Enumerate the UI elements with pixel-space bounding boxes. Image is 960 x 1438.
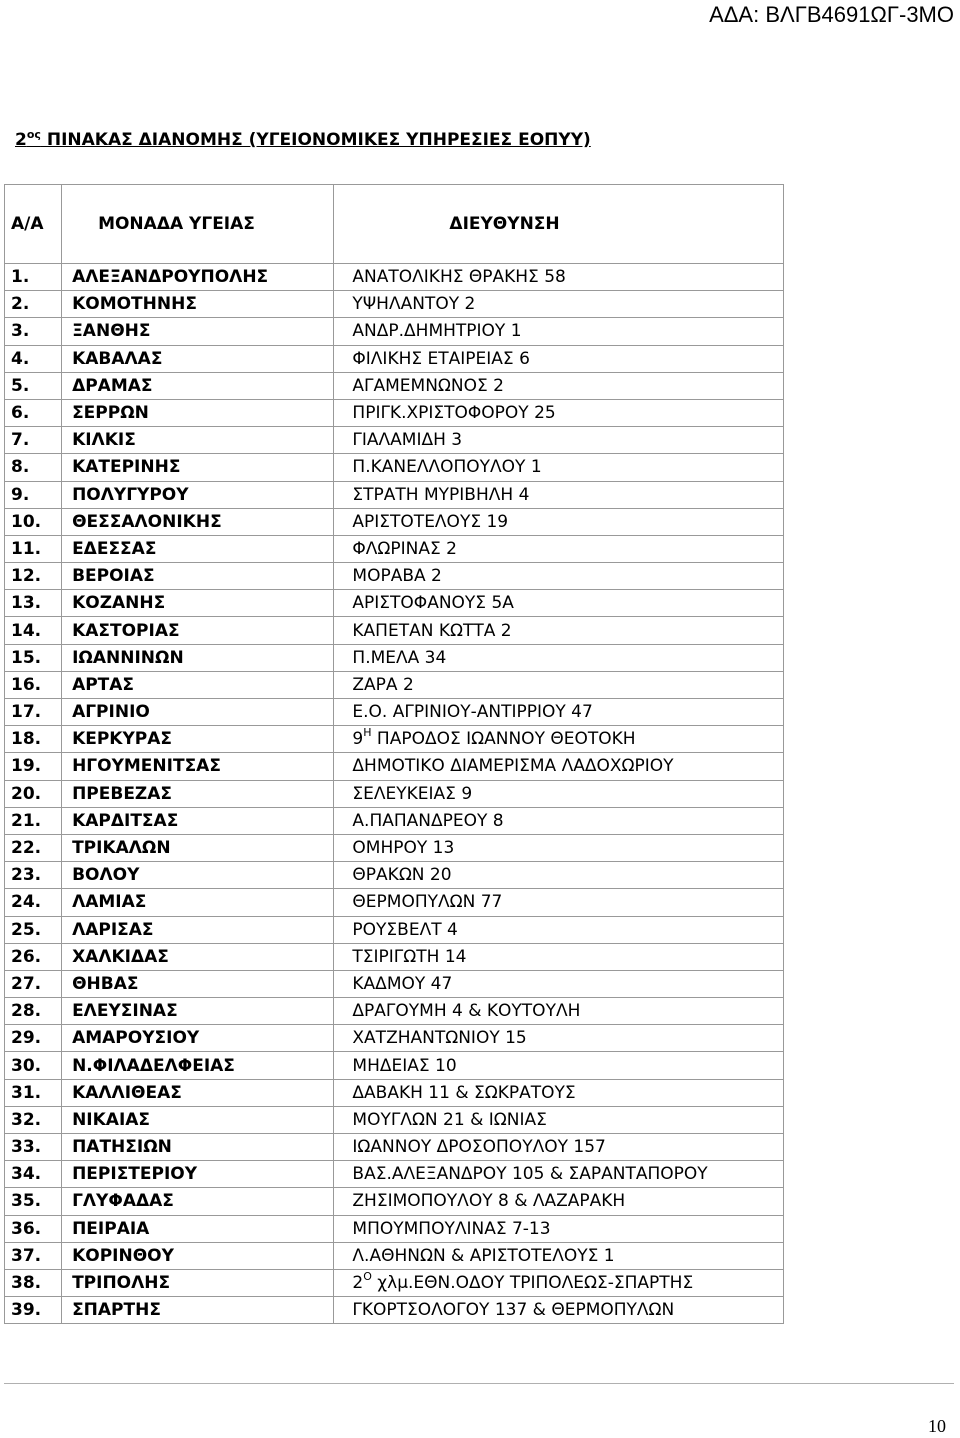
row-address: ΘΡΑΚΩΝ 20 (334, 862, 784, 889)
row-address: ΑΓΑΜΕΜΝΩΝΟΣ 2 (334, 372, 784, 399)
row-serial-number: 24. (5, 889, 62, 916)
table-row (5, 1297, 784, 1324)
title-prefix: 2 (15, 130, 27, 150)
ada-code: ΑΔΑ: ΒΛΓΒ4691ΩΓ-3ΜΟ (709, 2, 954, 27)
row-serial-number: 32. (5, 1106, 62, 1133)
row-address: ΑΡΙΣΤΟΦΑΝΟΥΣ 5Α (334, 590, 784, 617)
row-serial-number: 20. (5, 780, 62, 807)
row-serial-number: 5. (5, 372, 62, 399)
row-health-unit: ΚΑΡΔΙΤΣΑΣ (62, 807, 334, 834)
row-health-unit: ΛΑΜΙΑΣ (62, 889, 334, 916)
row-health-unit: ΒΟΛΟΥ (62, 862, 334, 889)
row-address: ΧΑΤΖΗΑΝΤΩΝΙΟΥ 15 (334, 1025, 784, 1052)
header-health-unit: ΜΟΝΑΔΑ ΥΓΕΙΑΣ (62, 185, 334, 264)
row-health-unit: ΚΕΡΚΥΡΑΣ (62, 726, 334, 753)
table-header-row (5, 185, 784, 264)
row-serial-number: 16. (5, 671, 62, 698)
title-text: ΠΙΝΑΚΑΣ ΔΙΑΝΟΜΗΣ (ΥΓΕΙΟΝΟΜΙΚΕΣ ΥΠΗΡΕΣΙΕΣ ΕΟΠΥΥ) (40, 130, 591, 150)
row-health-unit: ΠΕΡΙΣΤΕΡΙΟΥ (62, 1161, 334, 1188)
row-health-unit: ΒΕΡΟΙΑΣ (62, 563, 334, 590)
address-number: 9 (352, 729, 364, 750)
row-address: ΣΤΡΑΤΗ ΜΥΡΙΒΗΛΗ 4 (334, 481, 784, 508)
row-address: ΦΛΩΡΙΝΑΣ 2 (334, 535, 784, 562)
row-health-unit: ΠΡΕΒΕΖΑΣ (62, 780, 334, 807)
table-row (5, 1269, 784, 1296)
table-row (5, 454, 784, 481)
table-row (5, 862, 784, 889)
row-address: ΖΗΣΙΜΟΠΟΥΛΟΥ 8 & ΛΑΖΑΡΑΚΗ (334, 1188, 784, 1215)
row-health-unit: ΑΜΑΡΟΥΣΙΟΥ (62, 1025, 334, 1052)
row-address: Π.ΜΕΛΑ 34 (334, 644, 784, 671)
row-health-unit: ΓΛΥΦΑΔΑΣ (62, 1188, 334, 1215)
row-health-unit: ΗΓΟΥΜΕΝΙΤΣΑΣ (62, 753, 334, 780)
table-row (5, 916, 784, 943)
row-health-unit: ΔΡΑΜΑΣ (62, 372, 334, 399)
row-health-unit: ΚΟΜΟΤΗΝΗΣ (62, 291, 334, 318)
row-serial-number: 34. (5, 1161, 62, 1188)
table-row (5, 943, 784, 970)
row-health-unit: ΑΡΤΑΣ (62, 671, 334, 698)
row-address: ΜΗΔΕΙΑΣ 10 (334, 1052, 784, 1079)
row-health-unit: ΧΑΛΚΙΔΑΣ (62, 943, 334, 970)
row-health-unit: ΕΔΕΣΣΑΣ (62, 535, 334, 562)
row-serial-number: 7. (5, 427, 62, 454)
row-health-unit: ΠΕΙΡΑΙΑ (62, 1215, 334, 1242)
row-health-unit: ΙΩΑΝΝΙΝΩΝ (62, 644, 334, 671)
page-number: 10 (928, 1416, 946, 1436)
table-row (5, 889, 784, 916)
row-serial-number: 27. (5, 970, 62, 997)
row-serial-number: 6. (5, 399, 62, 426)
row-serial-number: 8. (5, 454, 62, 481)
table-row (5, 1188, 784, 1215)
row-serial-number: 30. (5, 1052, 62, 1079)
row-health-unit: ΠΑΤΗΣΙΩΝ (62, 1134, 334, 1161)
row-serial-number: 39. (5, 1297, 62, 1324)
table-row (5, 399, 784, 426)
row-health-unit: ΚΟΡΙΝΘΟΥ (62, 1242, 334, 1269)
header-address: ΔΙΕΥΘΥΝΣΗ (334, 185, 784, 264)
table-row (5, 291, 784, 318)
row-address: ΦΙΛΙΚΗΣ ΕΤΑΙΡΕΙΑΣ 6 (334, 345, 784, 372)
row-address: Π.ΚΑΝΕΛΛΟΠΟΥΛΟΥ 1 (334, 454, 784, 481)
address-ordinal-suffix: Η (363, 726, 372, 740)
address-number: 2 (352, 1273, 364, 1294)
row-address: ΟΜΗΡΟΥ 13 (334, 834, 784, 861)
table-row (5, 780, 784, 807)
title-ordinal-suffix: ος (26, 128, 41, 141)
row-address: ΜΠΟΥΜΠΟΥΛΙΝΑΣ 7-13 (334, 1215, 784, 1242)
row-serial-number: 14. (5, 617, 62, 644)
row-address: ΤΣΙΡΙΓΩΤΗ 14 (334, 943, 784, 970)
row-serial-number: 3. (5, 318, 62, 345)
row-serial-number: 33. (5, 1134, 62, 1161)
row-serial-number: 37. (5, 1242, 62, 1269)
row-health-unit: ΛΑΡΙΣΑΣ (62, 916, 334, 943)
row-health-unit: ΘΗΒΑΣ (62, 970, 334, 997)
row-serial-number: 12. (5, 563, 62, 590)
row-health-unit: ΑΛΕΞΑΝΔΡΟΥΠΟΛΗΣ (62, 264, 334, 291)
row-health-unit: ΘΕΣΣΑΛΟΝΙΚΗΣ (62, 508, 334, 535)
footer-divider (4, 1383, 954, 1384)
table-row (5, 998, 784, 1025)
row-health-unit: ΚΑΒΑΛΑΣ (62, 345, 334, 372)
row-serial-number: 1. (5, 264, 62, 291)
table-row (5, 807, 784, 834)
distribution-table (4, 184, 784, 1324)
row-serial-number: 15. (5, 644, 62, 671)
row-serial-number: 26. (5, 943, 62, 970)
row-address: ΖΑΡΑ 2 (334, 671, 784, 698)
row-serial-number: 23. (5, 862, 62, 889)
row-address: ΒΑΣ.ΑΛΕΞΑΝΔΡΟΥ 105 & ΣΑΡΑΝΤΑΠΟΡΟΥ (334, 1161, 784, 1188)
table-row (5, 1242, 784, 1269)
row-address: ΔΗΜΟΤΙΚΟ ΔΙΑΜΕΡΙΣΜΑ ΛΑΔΟΧΩΡΙΟΥ (334, 753, 784, 780)
address-ordinal-suffix: Ο (363, 1270, 372, 1284)
table-row (5, 1106, 784, 1133)
table-row (5, 345, 784, 372)
row-serial-number: 13. (5, 590, 62, 617)
row-address: ΑΡΙΣΤΟΤΕΛΟΥΣ 19 (334, 508, 784, 535)
row-address: ΚΑΠΕΤΑΝ ΚΩΤΤΑ 2 (334, 617, 784, 644)
table-row (5, 726, 784, 753)
table-row (5, 1079, 784, 1106)
table-row (5, 671, 784, 698)
header-serial-number: Α/Α (5, 185, 62, 264)
row-address: Ε.Ο. ΑΓΡΙΝΙΟΥ-ΑΝΤΙΡΡΙΟΥ 47 (334, 699, 784, 726)
row-serial-number: 2. (5, 291, 62, 318)
table-row (5, 1134, 784, 1161)
address-text: ΠΑΡΟΔΟΣ ΙΩΑΝΝΟΥ ΘΕΟΤΟΚΗ (371, 729, 636, 750)
row-serial-number: 25. (5, 916, 62, 943)
row-health-unit: ΚΑΤΕΡΙΝΗΣ (62, 454, 334, 481)
row-serial-number: 18. (5, 726, 62, 753)
row-address: ΓΙΑΛΑΜΙΔΗ 3 (334, 427, 784, 454)
row-health-unit: ΚΑΛΛΙΘΕΑΣ (62, 1079, 334, 1106)
row-serial-number: 9. (5, 481, 62, 508)
table-row (5, 753, 784, 780)
row-address: Α.ΠΑΠΑΝΔΡΕΟΥ 8 (334, 807, 784, 834)
table-row (5, 427, 784, 454)
row-address: ΜΟΥΓΛΩΝ 21 & ΙΩΝΙΑΣ (334, 1106, 784, 1133)
table-row (5, 563, 784, 590)
row-address: ΑΝΔΡ.ΔΗΜΗΤΡΙΟΥ 1 (334, 318, 784, 345)
row-health-unit: ΠΟΛΥΓΥΡΟΥ (62, 481, 334, 508)
row-address: ΔΑΒΑΚΗ 11 & ΣΩΚΡΑΤΟΥΣ (334, 1079, 784, 1106)
row-health-unit: ΣΕΡΡΩΝ (62, 399, 334, 426)
row-serial-number: 22. (5, 834, 62, 861)
row-health-unit: ΞΑΝΘΗΣ (62, 318, 334, 345)
row-serial-number: 38. (5, 1269, 62, 1296)
table-row (5, 264, 784, 291)
table-row (5, 834, 784, 861)
row-address: ΙΩΑΝΝΟΥ ΔΡΟΣΟΠΟΥΛΟΥ 157 (334, 1134, 784, 1161)
row-address (334, 726, 784, 753)
row-address: ΔΡΑΓΟΥΜΗ 4 & ΚΟΥΤΟΥΛΗ (334, 998, 784, 1025)
row-serial-number: 29. (5, 1025, 62, 1052)
row-health-unit: ΚΑΣΤΟΡΙΑΣ (62, 617, 334, 644)
table-row (5, 508, 784, 535)
row-health-unit: Ν.ΦΙΛΑΔΕΛΦΕΙΑΣ (62, 1052, 334, 1079)
row-serial-number: 28. (5, 998, 62, 1025)
row-health-unit: ΣΠΑΡΤΗΣ (62, 1297, 334, 1324)
row-address: ΥΨΗΛΑΝΤΟΥ 2 (334, 291, 784, 318)
table-row (5, 1215, 784, 1242)
row-address: ΚΑΔΜΟΥ 47 (334, 970, 784, 997)
row-address: ΑΝΑΤΟΛΙΚΗΣ ΘΡΑΚΗΣ 58 (334, 264, 784, 291)
row-serial-number: 19. (5, 753, 62, 780)
row-health-unit: ΚΟΖΑΝΗΣ (62, 590, 334, 617)
table-row (5, 318, 784, 345)
row-health-unit: ΤΡΙΚΑΛΩΝ (62, 834, 334, 861)
row-serial-number: 10. (5, 508, 62, 535)
row-address: ΣΕΛΕΥΚΕΙΑΣ 9 (334, 780, 784, 807)
row-health-unit: ΤΡΙΠΟΛΗΣ (62, 1269, 334, 1296)
table-row (5, 372, 784, 399)
row-serial-number: 4. (5, 345, 62, 372)
row-serial-number: 35. (5, 1188, 62, 1215)
row-health-unit: ΕΛΕΥΣΙΝΑΣ (62, 998, 334, 1025)
table-row (5, 535, 784, 562)
row-address: ΠΡΙΓΚ.ΧΡΙΣΤΟΦΟΡΟΥ 25 (334, 399, 784, 426)
row-address: ΘΕΡΜΟΠΥΛΩΝ 77 (334, 889, 784, 916)
row-serial-number: 21. (5, 807, 62, 834)
table-row (5, 1161, 784, 1188)
row-address (334, 1269, 784, 1296)
row-health-unit: ΚΙΛΚΙΣ (62, 427, 334, 454)
row-address: Λ.ΑΘΗΝΩΝ & ΑΡΙΣΤΟΤΕΛΟΥΣ 1 (334, 1242, 784, 1269)
row-health-unit: ΑΓΡΙΝΙΟ (62, 699, 334, 726)
row-serial-number: 17. (5, 699, 62, 726)
table-row (5, 617, 784, 644)
table-row (5, 644, 784, 671)
row-health-unit: ΝΙΚΑΙΑΣ (62, 1106, 334, 1133)
address-text: χλμ.ΕΘΝ.ΟΔΟΥ ΤΡΙΠΟΛΕΩΣ-ΣΠΑΡΤΗΣ (371, 1273, 694, 1294)
row-address: ΡΟΥΣΒΕΛΤ 4 (334, 916, 784, 943)
row-serial-number: 31. (5, 1079, 62, 1106)
table-row (5, 970, 784, 997)
row-address: ΜΟΡΑΒΑ 2 (334, 563, 784, 590)
row-serial-number: 11. (5, 535, 62, 562)
table-row (5, 590, 784, 617)
table-row (5, 1025, 784, 1052)
table-row (5, 699, 784, 726)
row-address: ΓΚΟΡΤΣΟΛΟΓΟΥ 137 & ΘΕΡΜΟΠΥΛΩΝ (334, 1297, 784, 1324)
table-row (5, 1052, 784, 1079)
document-title (15, 130, 591, 150)
row-serial-number: 36. (5, 1215, 62, 1242)
table-row (5, 481, 784, 508)
